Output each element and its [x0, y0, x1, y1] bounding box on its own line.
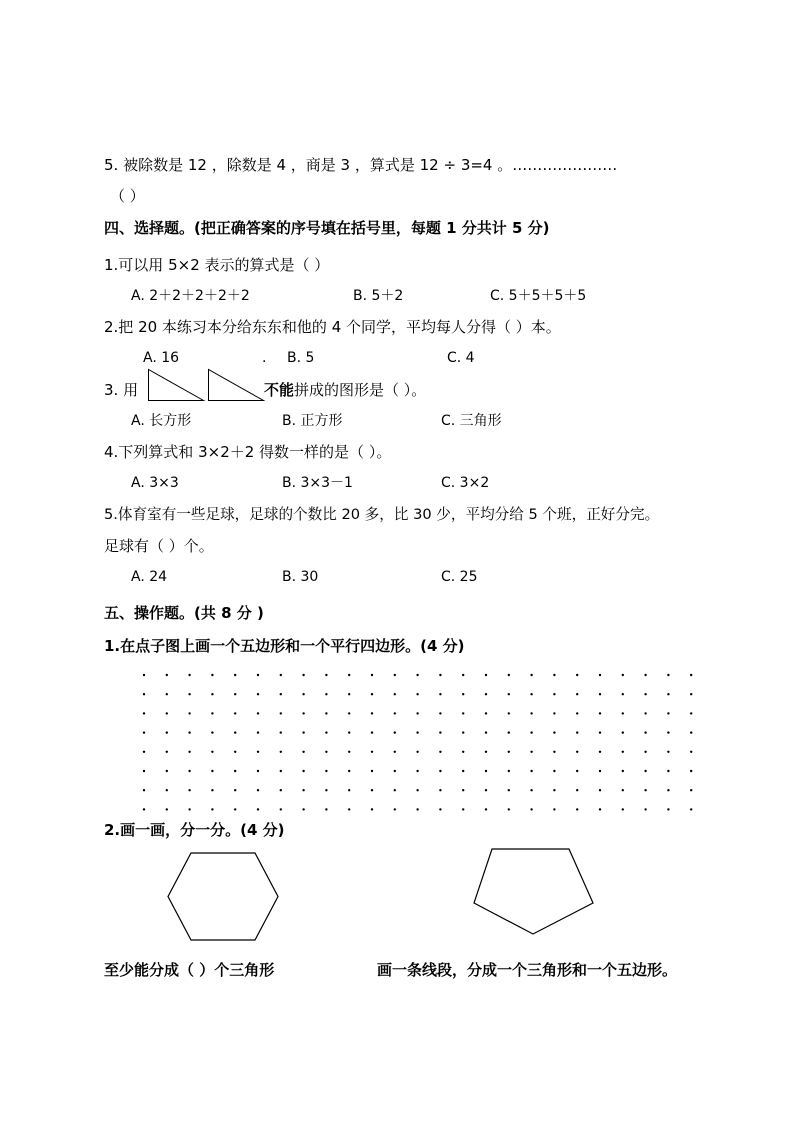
grid-dot[interactable] [508, 808, 510, 810]
grid-dot[interactable] [553, 770, 555, 772]
grid-dot[interactable] [143, 789, 145, 791]
grid-dot[interactable] [599, 693, 601, 695]
grid-dot[interactable] [644, 731, 646, 733]
grid-dot[interactable] [257, 751, 259, 753]
grid-dot[interactable] [143, 674, 145, 676]
grid-dot[interactable] [553, 808, 555, 810]
grid-dot[interactable] [667, 731, 669, 733]
grid-dot[interactable] [257, 808, 259, 810]
choice-question-3-suffix: 拼成的图形是（ ）。 [294, 381, 427, 399]
grid-dot[interactable] [188, 693, 190, 695]
grid-dot[interactable] [325, 808, 327, 810]
grid-dot[interactable] [394, 693, 396, 695]
grid-dot[interactable] [166, 712, 168, 714]
grid-dot[interactable] [166, 693, 168, 695]
grid-dot[interactable] [439, 731, 441, 733]
grid-dot[interactable] [280, 731, 282, 733]
grid-dot[interactable] [530, 731, 532, 733]
grid-dot[interactable] [348, 789, 350, 791]
grid-dot[interactable] [622, 674, 624, 676]
grid-dot[interactable] [166, 808, 168, 810]
grid-dot[interactable] [211, 808, 213, 810]
grid-dot[interactable] [166, 731, 168, 733]
grid-dot[interactable] [576, 789, 578, 791]
grid-dot[interactable] [690, 808, 692, 810]
q2-option-a[interactable]: A. 16 [143, 350, 180, 366]
grid-dot[interactable] [302, 789, 304, 791]
grid-dot[interactable] [234, 789, 236, 791]
grid-dot[interactable] [211, 712, 213, 714]
grid-dot[interactable] [530, 712, 532, 714]
grid-dot[interactable] [394, 770, 396, 772]
grid-dot[interactable] [462, 789, 464, 791]
grid-dot[interactable] [143, 731, 145, 733]
grid-dot[interactable] [234, 770, 236, 772]
grid-dot[interactable] [166, 674, 168, 676]
grid-dot[interactable] [348, 808, 350, 810]
right-triangle-figure-2 [208, 369, 264, 401]
grid-dot[interactable] [394, 731, 396, 733]
grid-dot[interactable] [599, 751, 601, 753]
grid-dot[interactable] [280, 808, 282, 810]
grid-dot[interactable] [462, 751, 464, 753]
grid-dot[interactable] [234, 693, 236, 695]
grid-dot[interactable] [257, 789, 259, 791]
grid-dot[interactable] [394, 674, 396, 676]
grid-dot[interactable] [576, 712, 578, 714]
grid-dot[interactable] [143, 751, 145, 753]
grid-dot[interactable] [508, 731, 510, 733]
grid-dot[interactable] [371, 731, 373, 733]
grid-dot[interactable] [416, 770, 418, 772]
grid-dot[interactable] [371, 751, 373, 753]
grid-dot[interactable] [439, 808, 441, 810]
grid-dot[interactable] [143, 712, 145, 714]
choice-question-3-prefix: 3. 用 [104, 381, 139, 399]
grid-dot[interactable] [690, 770, 692, 772]
grid-dot[interactable] [325, 712, 327, 714]
grid-dot[interactable] [188, 789, 190, 791]
grid-dot[interactable] [576, 693, 578, 695]
section-5-title: 五、操作题。(共 8 分 ) [104, 604, 264, 622]
grid-dot[interactable] [530, 789, 532, 791]
pentagon-figure[interactable] [472, 847, 596, 937]
q2-option-b[interactable]: B. 5 [287, 350, 315, 366]
grid-dot[interactable] [622, 751, 624, 753]
grid-dot[interactable] [439, 693, 441, 695]
choice-question-5: 5.体育室有一些足球，足球的个数比 20 多，比 30 少，平均分给 5 个班，正好分完。 [104, 506, 660, 523]
grid-dot[interactable] [508, 751, 510, 753]
grid-dot[interactable] [394, 712, 396, 714]
grid-dot[interactable] [348, 770, 350, 772]
grid-dot[interactable] [325, 731, 327, 733]
grid-dot[interactable] [211, 731, 213, 733]
grid-dot[interactable] [280, 751, 282, 753]
grid-dot[interactable] [416, 808, 418, 810]
grid-dot[interactable] [690, 674, 692, 676]
q3-option-a[interactable]: A. 长方形 [131, 413, 192, 429]
grid-dot[interactable] [394, 789, 396, 791]
grid-dot[interactable] [485, 751, 487, 753]
grid-dot[interactable] [622, 789, 624, 791]
hexagon-figure[interactable] [166, 851, 280, 943]
grid-dot[interactable] [439, 751, 441, 753]
grid-dot[interactable] [280, 693, 282, 695]
grid-dot[interactable] [348, 693, 350, 695]
grid-dot[interactable] [234, 808, 236, 810]
grid-dot[interactable] [462, 712, 464, 714]
grid-dot[interactable] [234, 731, 236, 733]
grid-dot[interactable] [530, 674, 532, 676]
tf-question-5: 5. 被除数是 12 ，除数是 4 ，商是 3 ，算式是 12 ÷ 3=4 。………………… [104, 156, 618, 174]
grid-dot[interactable] [690, 751, 692, 753]
grid-dot[interactable] [348, 751, 350, 753]
grid-dot[interactable] [257, 770, 259, 772]
grid-dot[interactable] [599, 789, 601, 791]
grid-dot[interactable] [530, 808, 532, 810]
section-4-title: 四、选择题。(把正确答案的序号填在括号里，每题 1 分共计 5 分) [104, 219, 550, 237]
grid-dot[interactable] [530, 770, 532, 772]
grid-dot[interactable] [599, 674, 601, 676]
grid-dot[interactable] [508, 712, 510, 714]
tf-answer-blank[interactable]: （ ） [110, 187, 145, 205]
grid-dot[interactable] [644, 789, 646, 791]
grid-dot[interactable] [188, 808, 190, 810]
grid-dot[interactable] [188, 712, 190, 714]
grid-dot[interactable] [394, 808, 396, 810]
choice-question-2: 2.把 20 本练习本分给东东和他的 4 个同学，平均每人分得（ ）本。 [104, 318, 561, 336]
grid-dot[interactable] [325, 674, 327, 676]
grid-dot[interactable] [280, 789, 282, 791]
choice-question-5-line2: 足球有（ ）个。 [104, 537, 214, 555]
right-triangle-figure-1 [148, 369, 204, 401]
grid-dot[interactable] [302, 731, 304, 733]
grid-dot[interactable] [644, 751, 646, 753]
grid-dot[interactable] [325, 789, 327, 791]
q4-option-b[interactable]: B. 3×3－1 [282, 475, 353, 491]
grid-dot[interactable] [439, 789, 441, 791]
grid-dot[interactable] [622, 808, 624, 810]
grid-dot[interactable] [667, 751, 669, 753]
grid-dot[interactable] [325, 770, 327, 772]
grid-dot[interactable] [553, 751, 555, 753]
grid-dot[interactable] [553, 789, 555, 791]
grid-dot[interactable] [644, 674, 646, 676]
grid-dot[interactable] [416, 751, 418, 753]
grid-dot[interactable] [508, 789, 510, 791]
grid-dot[interactable] [234, 751, 236, 753]
grid-dot[interactable] [280, 712, 282, 714]
grid-dot[interactable] [644, 693, 646, 695]
grid-dot[interactable] [348, 731, 350, 733]
grid-dot[interactable] [371, 693, 373, 695]
grid-dot[interactable] [166, 751, 168, 753]
grid-dot[interactable] [462, 674, 464, 676]
choice-question-1: 1.可以用 5×2 表示的算式是（ ） [104, 256, 330, 274]
grid-dot[interactable] [462, 770, 464, 772]
choice-question-4: 4.下列算式和 3×2＋2 得数一样的是（ ）。 [104, 443, 392, 461]
grid-dot[interactable] [302, 751, 304, 753]
q3-option-c[interactable]: C. 三角形 [441, 413, 502, 429]
grid-dot[interactable] [576, 751, 578, 753]
grid-dot[interactable] [211, 693, 213, 695]
grid-dot[interactable] [622, 731, 624, 733]
grid-dot[interactable] [211, 674, 213, 676]
grid-dot[interactable] [188, 674, 190, 676]
grid-dot[interactable] [667, 693, 669, 695]
grid-dot[interactable] [211, 789, 213, 791]
grid-dot[interactable] [667, 808, 669, 810]
grid-dot[interactable] [690, 712, 692, 714]
q5-option-c[interactable]: C. 25 [441, 569, 478, 585]
grid-dot[interactable] [553, 712, 555, 714]
emphasis-cannot: 不能 [264, 381, 295, 399]
grid-dot[interactable] [485, 731, 487, 733]
grid-dot[interactable] [576, 731, 578, 733]
grid-dot[interactable] [667, 770, 669, 772]
operation-question-1: 1.在点子图上画一个五边形和一个平行四边形。(4 分) [104, 637, 465, 655]
grid-dot[interactable] [394, 751, 396, 753]
grid-dot[interactable] [690, 693, 692, 695]
grid-dot[interactable] [599, 808, 601, 810]
grid-dot[interactable] [371, 712, 373, 714]
grid-dot[interactable] [143, 693, 145, 695]
grid-dot[interactable] [143, 770, 145, 772]
grid-dot[interactable] [211, 770, 213, 772]
grid-dot[interactable] [166, 789, 168, 791]
q5-option-a[interactable]: A. 24 [131, 569, 168, 585]
grid-dot[interactable] [257, 693, 259, 695]
grid-dot[interactable] [462, 808, 464, 810]
q3-option-b[interactable]: B. 正方形 [282, 413, 343, 429]
grid-dot[interactable] [439, 770, 441, 772]
grid-dot[interactable] [234, 674, 236, 676]
caption-hexagon: 至少能分成（ ）个三角形 [104, 961, 275, 979]
q1-option-c[interactable]: C. 5＋5＋5＋5 [490, 288, 587, 304]
grid-dot[interactable] [644, 808, 646, 810]
q1-option-b[interactable]: B. 5＋2 [353, 288, 404, 304]
q2-option-c[interactable]: C. 4 [447, 350, 475, 366]
q4-option-c[interactable]: C. 3×2 [441, 475, 490, 491]
grid-dot[interactable] [371, 789, 373, 791]
grid-dot[interactable] [280, 770, 282, 772]
grid-dot[interactable] [667, 712, 669, 714]
grid-dot[interactable] [576, 674, 578, 676]
grid-dot[interactable] [416, 693, 418, 695]
grid-dot[interactable] [416, 789, 418, 791]
grid-dot[interactable] [599, 770, 601, 772]
grid-dot[interactable] [644, 770, 646, 772]
grid-dot[interactable] [508, 770, 510, 772]
q5-option-b[interactable]: B. 30 [282, 569, 319, 585]
grid-dot[interactable] [599, 712, 601, 714]
grid-dot[interactable] [644, 712, 646, 714]
grid-dot[interactable] [302, 693, 304, 695]
grid-dot[interactable] [622, 693, 624, 695]
grid-dot[interactable] [690, 789, 692, 791]
dot-grid[interactable] [140, 670, 690, 815]
grid-dot[interactable] [257, 674, 259, 676]
grid-dot[interactable] [188, 731, 190, 733]
grid-dot[interactable] [462, 693, 464, 695]
grid-dot[interactable] [348, 712, 350, 714]
grid-dot[interactable] [508, 674, 510, 676]
grid-dot[interactable] [325, 751, 327, 753]
grid-dot[interactable] [576, 770, 578, 772]
grid-dot[interactable] [188, 751, 190, 753]
grid-dot[interactable] [462, 731, 464, 733]
grid-dot[interactable] [257, 731, 259, 733]
operation-question-2: 2.画一画，分一分。(4 分) [104, 821, 285, 839]
grid-dot[interactable] [485, 712, 487, 714]
grid-dot[interactable] [485, 693, 487, 695]
grid-dot[interactable] [530, 751, 532, 753]
q1-option-a[interactable]: A. 2＋2＋2＋2＋2 [131, 288, 250, 304]
q4-option-a[interactable]: A. 3×3 [131, 475, 179, 491]
choice-question-3-stem [264, 380, 426, 400]
grid-dot[interactable] [302, 770, 304, 772]
grid-dot[interactable] [302, 674, 304, 676]
stray-dot: . [262, 350, 267, 366]
grid-dot[interactable] [439, 712, 441, 714]
grid-dot[interactable] [485, 674, 487, 676]
grid-dot[interactable] [371, 808, 373, 810]
grid-dot[interactable] [485, 789, 487, 791]
grid-dot[interactable] [211, 751, 213, 753]
grid-dot[interactable] [416, 712, 418, 714]
grid-dot[interactable] [371, 674, 373, 676]
grid-dot[interactable] [439, 674, 441, 676]
caption-pentagon: 画一条线段，分成一个三角形和一个五边形。 [377, 961, 678, 979]
grid-dot[interactable] [690, 731, 692, 733]
grid-dot[interactable] [508, 693, 510, 695]
grid-dot[interactable] [416, 731, 418, 733]
grid-dot[interactable] [599, 731, 601, 733]
grid-dot[interactable] [667, 674, 669, 676]
grid-dot[interactable] [280, 674, 282, 676]
grid-dot[interactable] [234, 712, 236, 714]
grid-dot[interactable] [302, 808, 304, 810]
grid-dot[interactable] [348, 674, 350, 676]
grid-dot[interactable] [485, 808, 487, 810]
grid-dot[interactable] [553, 674, 555, 676]
grid-dot[interactable] [302, 712, 304, 714]
grid-dot[interactable] [485, 770, 487, 772]
grid-dot[interactable] [576, 808, 578, 810]
grid-dot[interactable] [325, 693, 327, 695]
grid-dot[interactable] [371, 770, 373, 772]
grid-dot[interactable] [143, 808, 145, 810]
grid-dot[interactable] [166, 770, 168, 772]
grid-dot[interactable] [257, 712, 259, 714]
grid-dot[interactable] [530, 693, 532, 695]
grid-dot[interactable] [416, 674, 418, 676]
grid-dot[interactable] [188, 770, 190, 772]
grid-dot[interactable] [667, 789, 669, 791]
grid-dot[interactable] [622, 712, 624, 714]
grid-dot[interactable] [553, 693, 555, 695]
grid-dot[interactable] [622, 770, 624, 772]
grid-dot[interactable] [553, 731, 555, 733]
